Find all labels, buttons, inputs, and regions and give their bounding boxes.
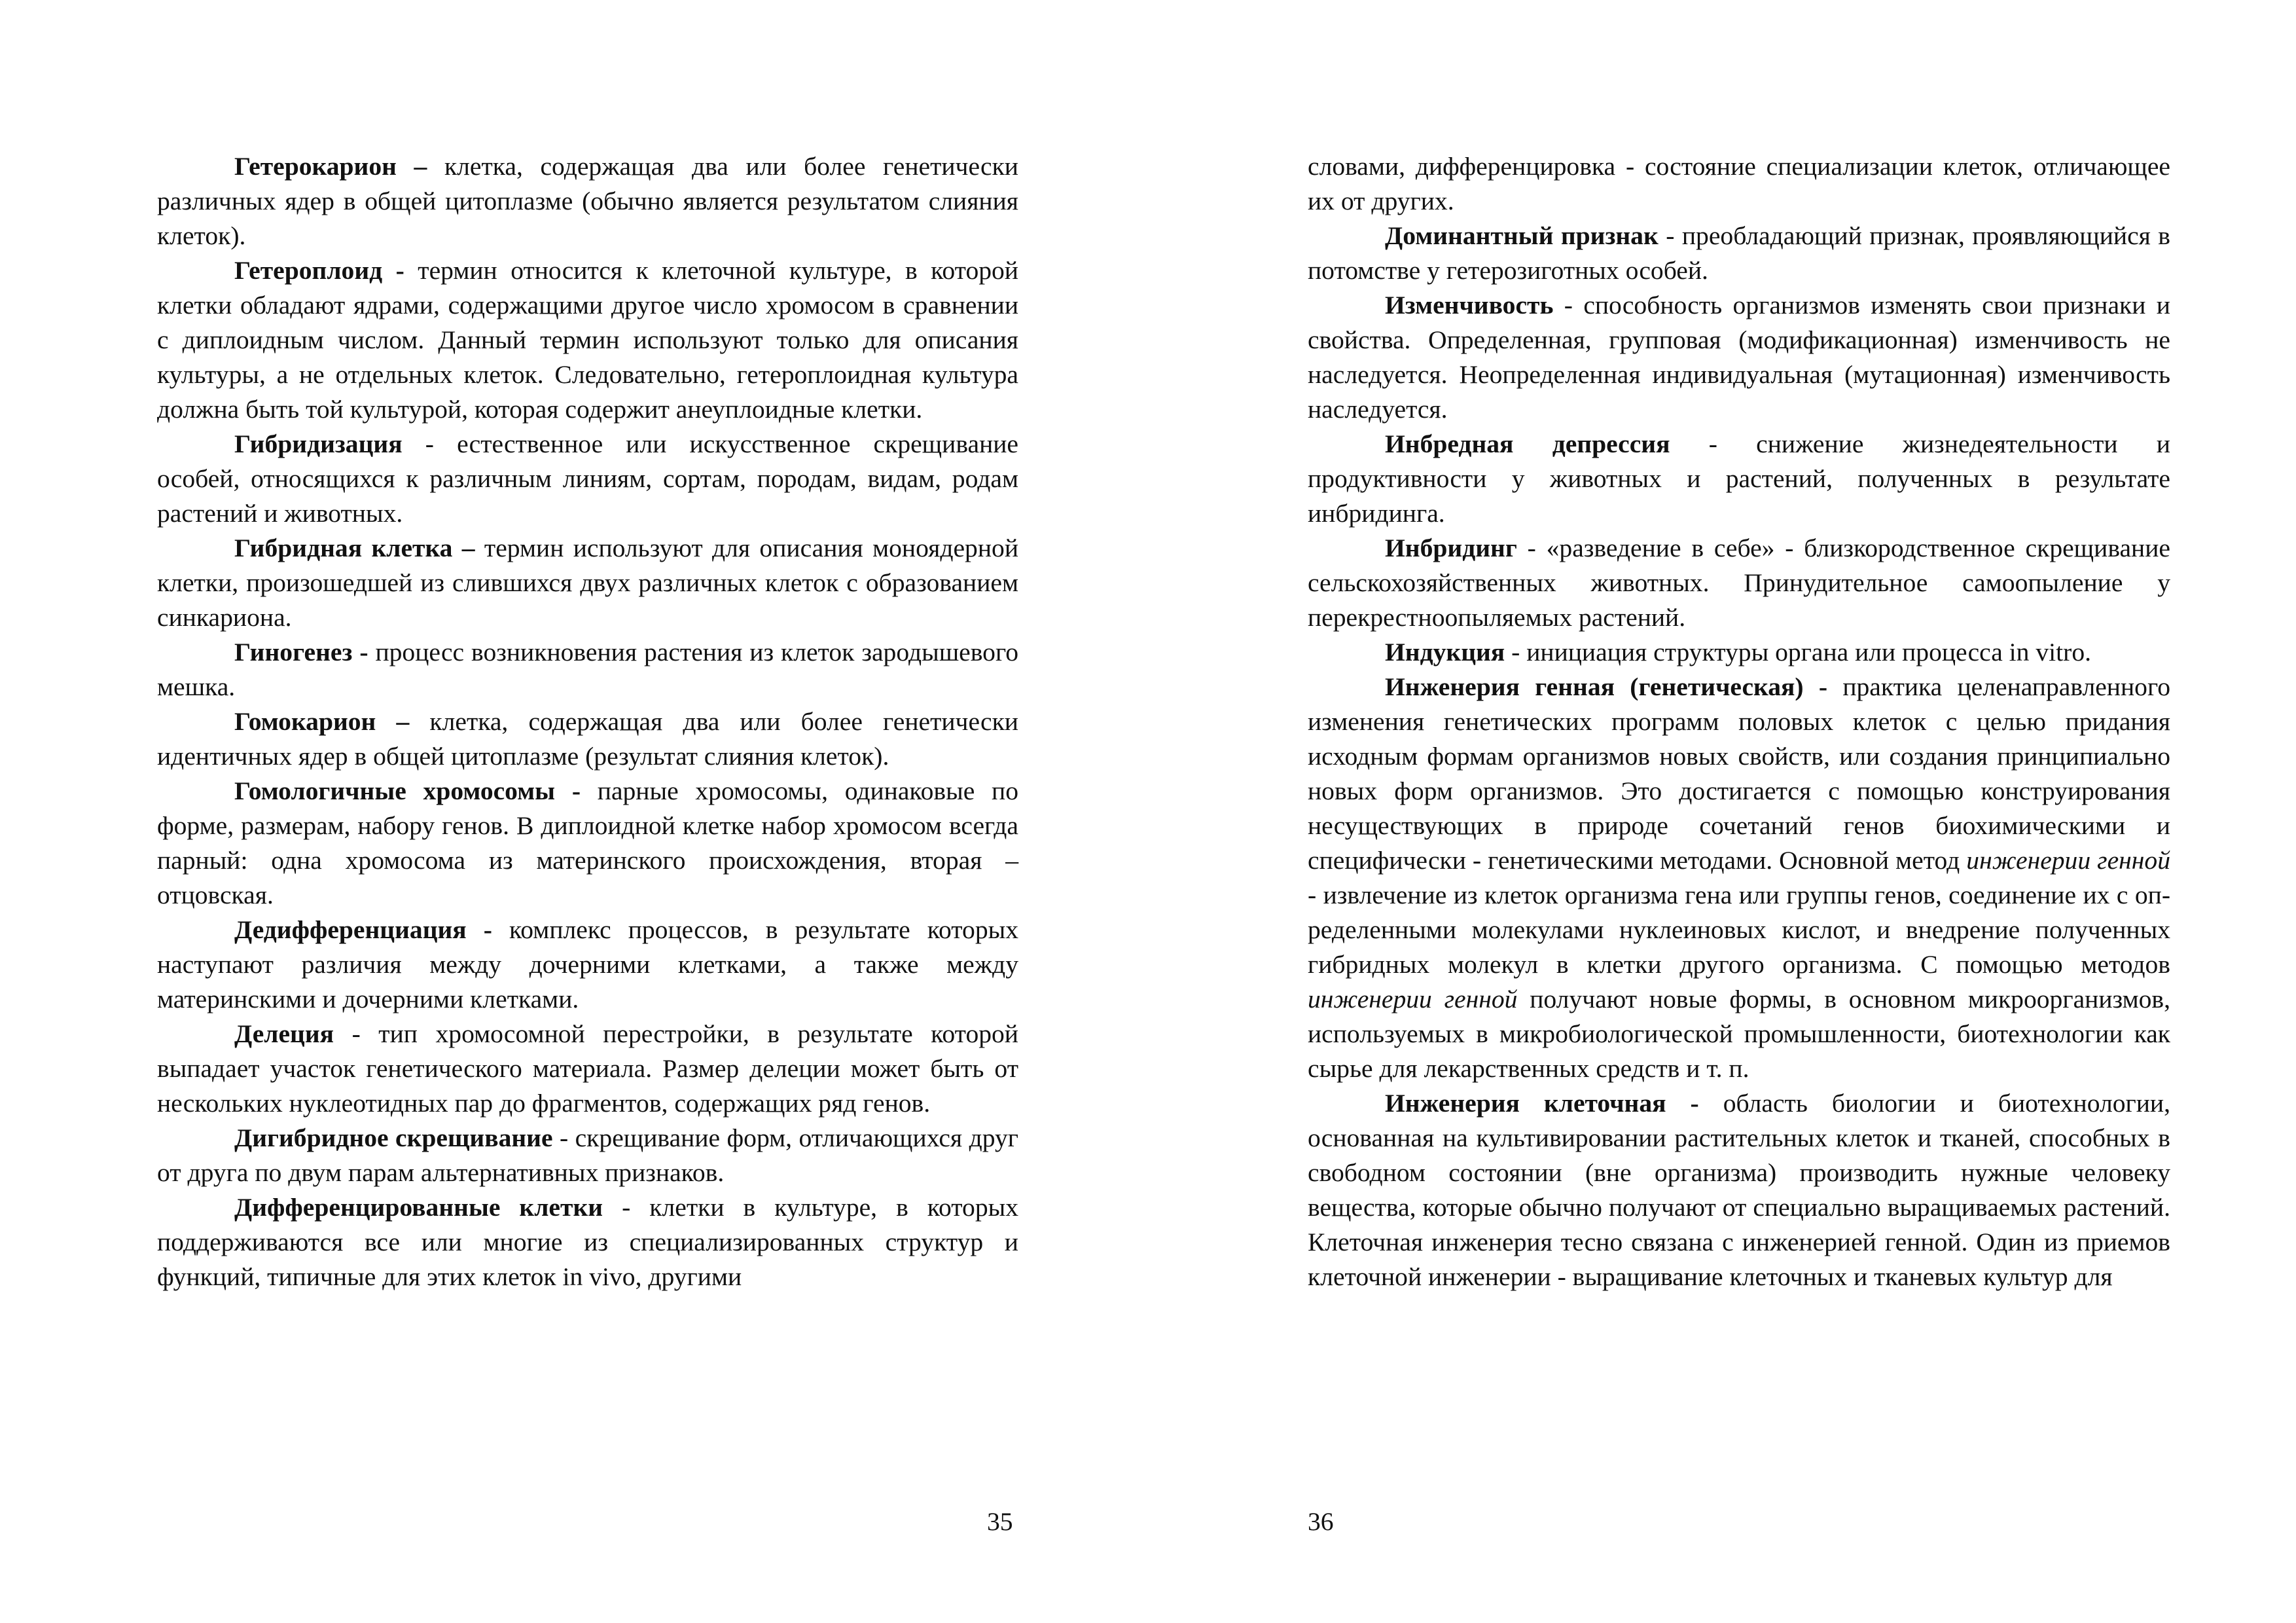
entry-inbrednaya-depressiya <box>1308 427 2170 531</box>
entry-term: Изменчивость <box>1385 291 1554 319</box>
entry-term: Гомологичные хромосомы - <box>234 776 581 805</box>
entry-dominantnyy-priznak <box>1308 219 2170 288</box>
left-page-text <box>157 149 1018 1294</box>
entry-term: Гибридизация <box>234 429 403 458</box>
entry-term: Гомокарион – <box>234 707 410 736</box>
entry-induktsiya <box>1308 635 2170 670</box>
entry-term: Дифференцированные клетки <box>234 1193 603 1222</box>
right-page-text <box>1308 149 2170 1294</box>
entry-definition: - преобладающий признак, проявляющийся в потомстве у гетерозиготных особей. <box>1308 221 2170 285</box>
entry-definition: - тип хромосомной перестройки, в результате которой выпадает участок генетического материала. Размер делеции может быть от нескольких нуклеотидных пар до фрагментов, содержащих ряд генов. <box>157 1019 1018 1118</box>
entry-definition: комплекс процессов, в результате которых наступают различия между дочерними клетками, а также между материнскими и дочерними клетками. <box>157 915 1018 1013</box>
entry-term: Индукция <box>1385 638 1505 666</box>
entry-izmenchivost <box>1308 288 2170 427</box>
entry-definition: процесс возникновения растения из клеток зародышевого мешка. <box>157 638 1018 701</box>
entry-definition: получают новые формы, в основном микроорганизмов, используемых в микробиологической промышленности, биотехнологии как сырье для лекарственных средств и т. п. <box>1308 985 2170 1083</box>
entry-term: Дедифференциация - <box>234 915 492 944</box>
entry-definition: клетка, содержащая два или более генетически идентичных ядер в общей цитоплазме (результат слияния клеток). <box>157 707 1018 771</box>
entry-definition: термин используют для описания моноядерной клетки, произошедшей из слившихся двух различных клеток с образованием синкариона. <box>157 534 1018 632</box>
entry-definition: область биологии и биотехнологии, основанная на культивировании растительных клеток и тканей, способных в свободном состоянии (вне организма) производить нужные человеку вещества, которые обычно получают от специально выращиваемых растений. Клеточная инженерия тесно связана с инженерией генной. Один из приемов клеточной инженерии - выращивание клеточных и тканевых культур для <box>1308 1089 2171 1291</box>
entry-term: Инбредная депрессия <box>1385 429 1670 458</box>
entry-differentsirovannye-kletki <box>157 1190 1018 1294</box>
entry-definition: - инициация структуры органа или процесса in vitro. <box>1505 638 2091 666</box>
entry-term: Гетерокарион – <box>234 152 427 181</box>
entry-definition: - клетки в культуре, в которых поддерживаются все или многие из специализированных структур и функций, типичные для этих клеток in vivo, другими <box>157 1193 1019 1291</box>
entry-gibridizatsiya <box>157 427 1018 531</box>
entry-term: Инбридинг <box>1385 534 1517 562</box>
entry-definition: практика целенаправленного изменения генетических программ половых клеток с целью придания исходным формам организмов новых свойств, или создания принципиально новых форм организмов. Это достигается с помощью конструирования несуществующих в природе сочетаний генов биохимическими и специфически - генетическими методами. Основной метод <box>1308 672 2170 875</box>
entry-geteroploid <box>157 253 1018 427</box>
entry-inzheneriya-gennaya <box>1308 670 2170 1086</box>
entry-emphasis: инженерии генной <box>1308 985 1518 1013</box>
entry-term: Делеция <box>234 1019 334 1048</box>
entry-deletsiya <box>157 1017 1018 1121</box>
entry-digibridnoe-skreshchivanie <box>157 1121 1018 1190</box>
entry-inzheneriya-kletochnaya <box>1308 1086 2170 1294</box>
entry-term: Дигибридное скрещивание <box>234 1123 553 1152</box>
entry-definition: - снижение жизнедеятельности и продуктивности у животных и растений, полученных в результате инбридинга. <box>1308 429 2170 528</box>
entry-definition: - способность организмов изменять свои признаки и свойства. Определенная, групповая (модификационная) изменчивость не наследуется. Неопределенная индивидуальная (мутационная) изменчивость наследуется. <box>1308 291 2170 424</box>
page-number: 35 <box>987 1507 1013 1536</box>
entry-gomologichnye-khromosomy <box>157 774 1018 913</box>
entry-inbriding <box>1308 531 2170 635</box>
entry-emphasis: инженерии генной <box>1966 846 2170 875</box>
entry-continuation: словами, дифференцировка - состояние специализации клеток, отличающее их от других. <box>1308 152 2170 215</box>
entry-definition: - «разведение в себе» - близкородственное скрещивание сельскохозяйственных животных. Принудительное самоопыление у перекрестноопыляемых растений. <box>1308 534 2170 632</box>
entry-definition: парные хромосомы, одинаковые по форме, размерам, набору генов. В диплоидной клетке набор хромосом всегда парный: одна хромосома из материнского происхождения, вторая – отцовская. <box>157 776 1018 909</box>
entry-gibridnaya-kletka <box>157 531 1018 635</box>
entry-geterokarion <box>157 149 1018 253</box>
entry-ginogenez <box>157 635 1018 704</box>
entry-term: Гиногенез - <box>234 638 368 666</box>
entry-term: Гетероплоид - <box>234 256 404 285</box>
entry-definition: - извлечение из клеток организма гена или группы генов, соединение их с определенными молекулами нуклеиновых кислот, и внедрение полученных гибридных молекул в клетки другого организма. С помощью методов <box>1308 881 2170 979</box>
entry-definition: - естественное или искусственное скрещивание особей, относящихся к различным линиям, сортам, породам, видам, родам растений и животных. <box>157 429 1018 528</box>
entry-dedifferentsiatsiya <box>157 913 1018 1017</box>
page-number: 36 <box>1308 1507 1334 1536</box>
right-page <box>1148 0 2296 1623</box>
entry-term: Гибридная клетка – <box>234 534 475 562</box>
entry-definition: клетка, содержащая два или более генетически различных ядер в общей цитоплазме (обычно является результатом слияния клеток). <box>157 152 1018 250</box>
entry-definition: - скрещивание форм, отличающихся друг от друга по двум парам альтернативных признаков. <box>157 1123 1019 1187</box>
entry-term: Доминантный признак <box>1385 221 1659 250</box>
entry-term: Инженерия клеточная - <box>1385 1089 1699 1118</box>
entry-term: Инженерия генная (генетическая) - <box>1385 672 1828 701</box>
entry-gomokarion <box>157 704 1018 774</box>
entry-definition: термин относится к клеточной культуре, в которой клетки обладают ядрами, содержащими другое число хромосом в сравнении с диплоидным числом. Данный термин используют только для описания культуры, а не отдельных клеток. Следовательно, гетероплоидная культура должна быть той культурой, которая содержит анеуплоидные клетки. <box>157 256 1018 424</box>
